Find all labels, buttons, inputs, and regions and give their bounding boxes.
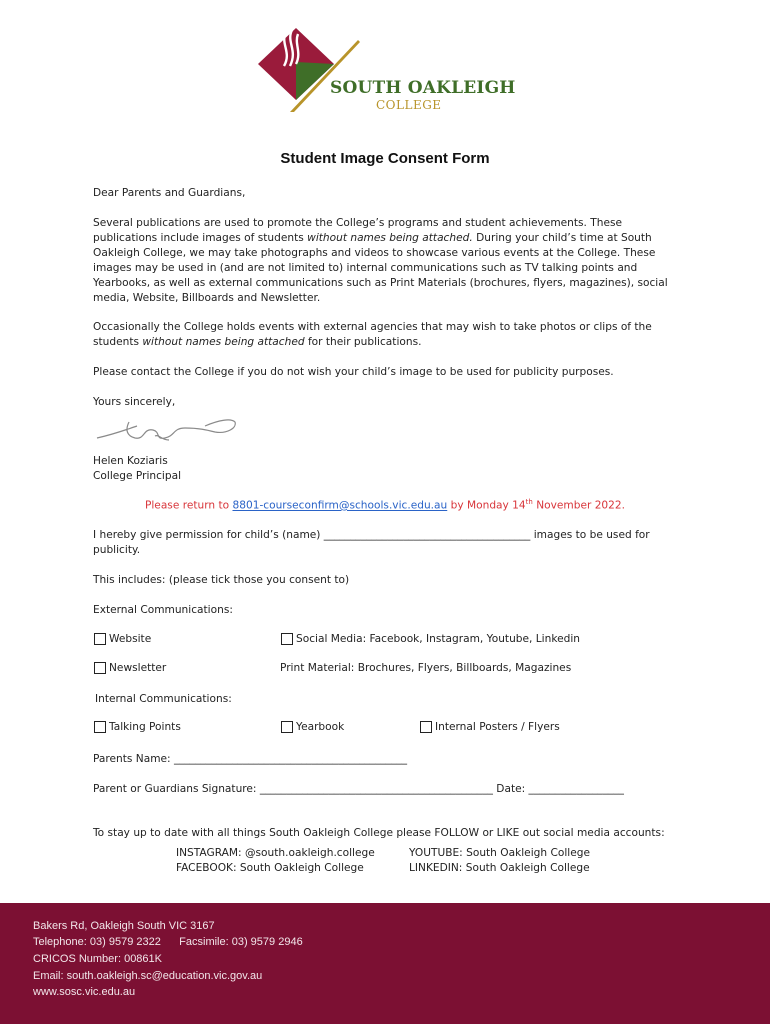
agencies-line-2 [93,335,683,350]
yearbook-checkbox[interactable] [281,721,344,733]
return-instruction [0,498,770,512]
newsletter-checkbox[interactable] [94,662,166,674]
permission-line-2: publicity. [93,544,141,556]
signer-name: Helen Koziaris [93,455,168,467]
parents-name-field[interactable]: Parents Name: ____________________________________________ [93,753,408,765]
contact-paragraph: Please contact the College if you do not wish your child’s image to be used for publicity purposes. [93,366,614,378]
social-media-intro: To stay up to date with all things South Oakleigh College please FOLLOW or LIKE out social media accounts: [93,827,665,839]
intro-line-4: images may be used in (and are not limited to) internal communications such as TV talking points and [93,262,638,274]
page-title: Student Image Consent Form [280,150,490,167]
return-date-end: November 2022. [532,499,626,512]
college-logo [250,22,516,118]
social-right-column [409,846,590,876]
permission-line-1[interactable]: I hereby give permission for child’s (name) _______________________________________ images to be used for [93,529,650,541]
consent-instructions: This includes: (please tick those you consent to) [93,574,350,586]
external-agencies-paragraph [93,320,683,350]
return-date-suffix: th [525,498,533,506]
social-media-label: Social Media: Facebook, Instagram, Youtube, Linkedin [296,633,580,645]
checkbox-box-icon[interactable] [94,633,106,645]
intro-line-1: Several publications are used to promote the College’s programs and student achievements. These [93,217,623,229]
agencies-line-2-a: students [93,336,143,348]
print-material-option [280,662,571,674]
internal-posters-checkbox[interactable] [420,721,560,733]
checkbox-box-icon[interactable] [281,721,293,733]
newsletter-label: Newsletter [109,662,167,674]
checkbox-box-icon[interactable] [281,633,293,645]
salutation: Dear Parents and Guardians, [93,187,246,199]
logo-name: SOUTH OAKLEIGH [330,78,516,98]
print-material-label: Print Material: Brochures, Flyers, Billboards, Magazines [280,662,572,674]
website-checkbox[interactable] [94,633,151,645]
checkbox-box-icon[interactable] [420,721,432,733]
footer-email[interactable]: Email: south.oakleigh.sc@education.vic.gov.au [33,970,263,982]
intro-line-6: media, Website, Billboards and Newsletter. [93,292,321,304]
signature-date-field[interactable]: Parent or Guardians Signature: ____________________________________________ Date: __________________ [93,783,624,795]
return-date: by Monday 14 [447,499,526,512]
talking-points-label: Talking Points [109,721,181,733]
facebook-handle: FACEBOOK: South Oakleigh College [176,862,364,874]
external-communications-heading: External Communications: [93,604,233,616]
footer-phone: Telephone: 03) 9579 2322 Facsimile: 03) 9579 2946 [33,936,303,948]
intro-line-2 [93,231,683,246]
closing: Yours sincerely, [93,396,176,408]
footer-address: Bakers Rd, Oakleigh South VIC 3167 [33,920,215,932]
footer-cricos: CRICOS Number: 00861K [33,953,162,965]
yearbook-label: Yearbook [296,721,345,733]
logo-subtitle: COLLEGE [376,98,442,112]
agencies-line-2-b: for their publications. [304,336,422,348]
instagram-handle: INSTAGRAM: @south.oakleigh.college [176,847,375,859]
agencies-line-2-emphasis: without names being attached [142,336,305,348]
intro-paragraph [93,216,683,306]
agencies-line-1: Occasionally the College holds events with external agencies that may wish to take photos or clips of the [93,321,652,333]
website-label: Website [109,633,152,645]
intro-line-2-a: publications include images of students [93,232,308,244]
checkbox-box-icon[interactable] [94,662,106,674]
talking-points-checkbox[interactable] [94,721,181,733]
footer-website[interactable]: www.sosc.vic.edu.au [33,986,136,998]
principal-signature-icon [95,416,245,446]
internal-communications-heading: Internal Communications: [95,693,232,705]
intro-line-2-emphasis: without names being attached. [307,232,473,244]
signer-title: College Principal [93,470,182,482]
social-media-checkbox[interactable] [281,633,580,645]
intro-line-3: Oakleigh College, we may take photographs and videos to showcase various events at the College. These [93,247,656,259]
intro-line-2-b: During your child’s time at South [472,232,652,244]
college-footer [0,903,770,1024]
return-email-link[interactable]: 8801-courseconfirm@schools.vic.edu.au [232,499,448,512]
checkbox-box-icon[interactable] [94,721,106,733]
return-prefix: Please return to [144,499,233,512]
social-left-column [176,846,375,876]
internal-posters-label: Internal Posters / Flyers [435,721,560,733]
youtube-handle: YOUTUBE: South Oakleigh College [409,847,590,859]
linkedin-handle: LINKEDIN: South Oakleigh College [409,862,590,874]
intro-line-5: Yearbooks, as well as external communications such as Print Materials (brochures, flyers, magazines), social [93,277,668,289]
